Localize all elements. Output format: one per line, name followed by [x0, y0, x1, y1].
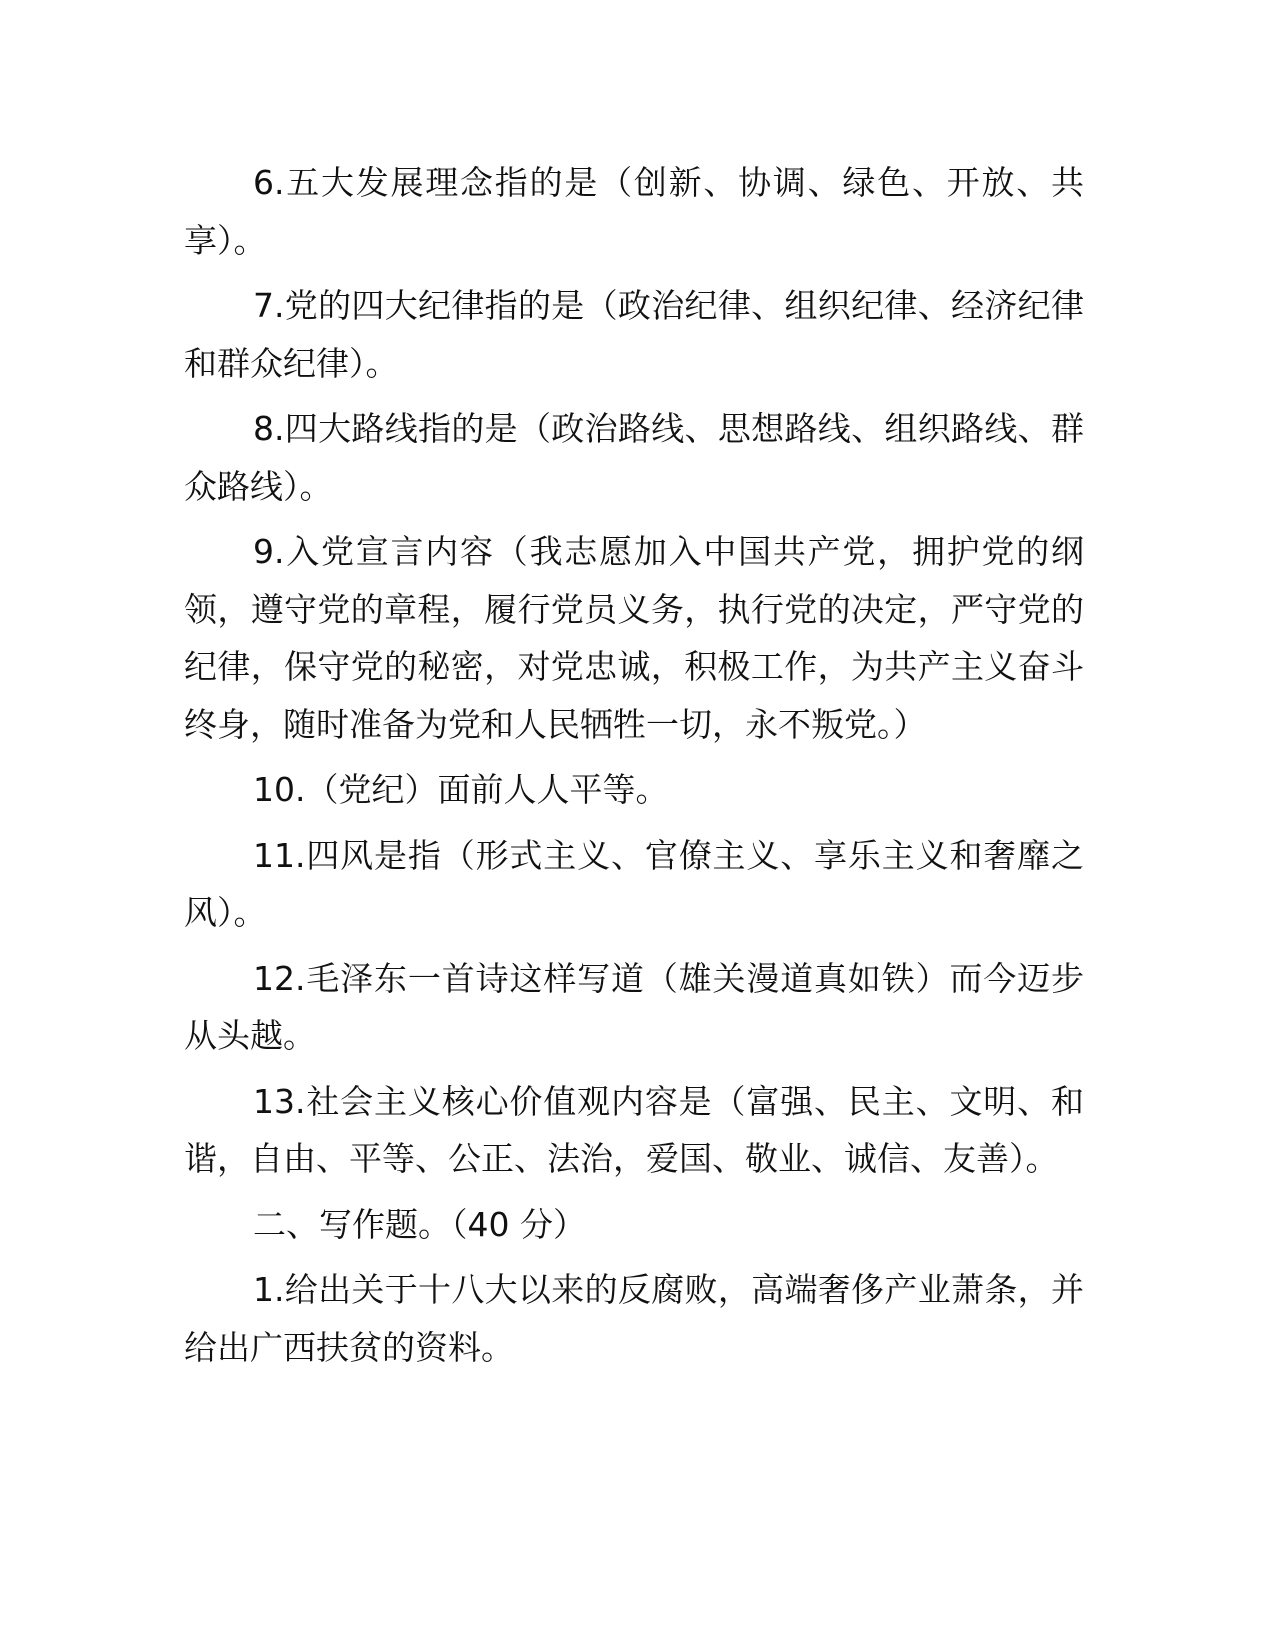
item-9-paragraph: 9.入党宣言内容（我志愿加入中国共产党，拥护党的纲领，遵守党的章程，履行党员义务，执行党的决定，严守党的纪律，保守党的秘密，对党忠诚，积极工作，为共产主义奋斗终身，随时准备为党和人民牺牲一切，永不叛党。） [184, 532, 1084, 744]
section-heading-writing: 二、写作题。（40 分） [253, 1204, 586, 1244]
document-body [184, 154, 1084, 1384]
item-13-paragraph: 13.社会主义核心价值观内容是（富强、民主、文明、和谐，自由、平等、公正、法治，爱国、敬业、诚信、友善）。 [184, 1081, 1084, 1178]
item-11-paragraph: 11.四风是指（形式主义、官僚主义、享乐主义和奢靡之风）。 [184, 835, 1084, 932]
item-12-paragraph: 12.毛泽东一首诗这样写道（雄关漫道真如铁）而今迈步从头越。 [184, 958, 1084, 1055]
item-10-paragraph: 10.（党纪）面前人人平等。 [253, 770, 669, 809]
writing-question-1: 1.给出关于十八大以来的反腐败，高端奢侈产业萧条，并给出广西扶贫的资料。 [184, 1270, 1084, 1367]
item-6-paragraph: 6.五大发展理念指的是（创新、协调、绿色、开放、共享）。 [184, 163, 1084, 260]
item-7-paragraph: 7.党的四大纪律指的是（政治纪律、组织纪律、经济纪律和群众纪律）。 [184, 286, 1084, 383]
item-8-paragraph: 8.四大路线指的是（政治路线、思想路线、组织路线、群众路线）。 [184, 409, 1084, 506]
